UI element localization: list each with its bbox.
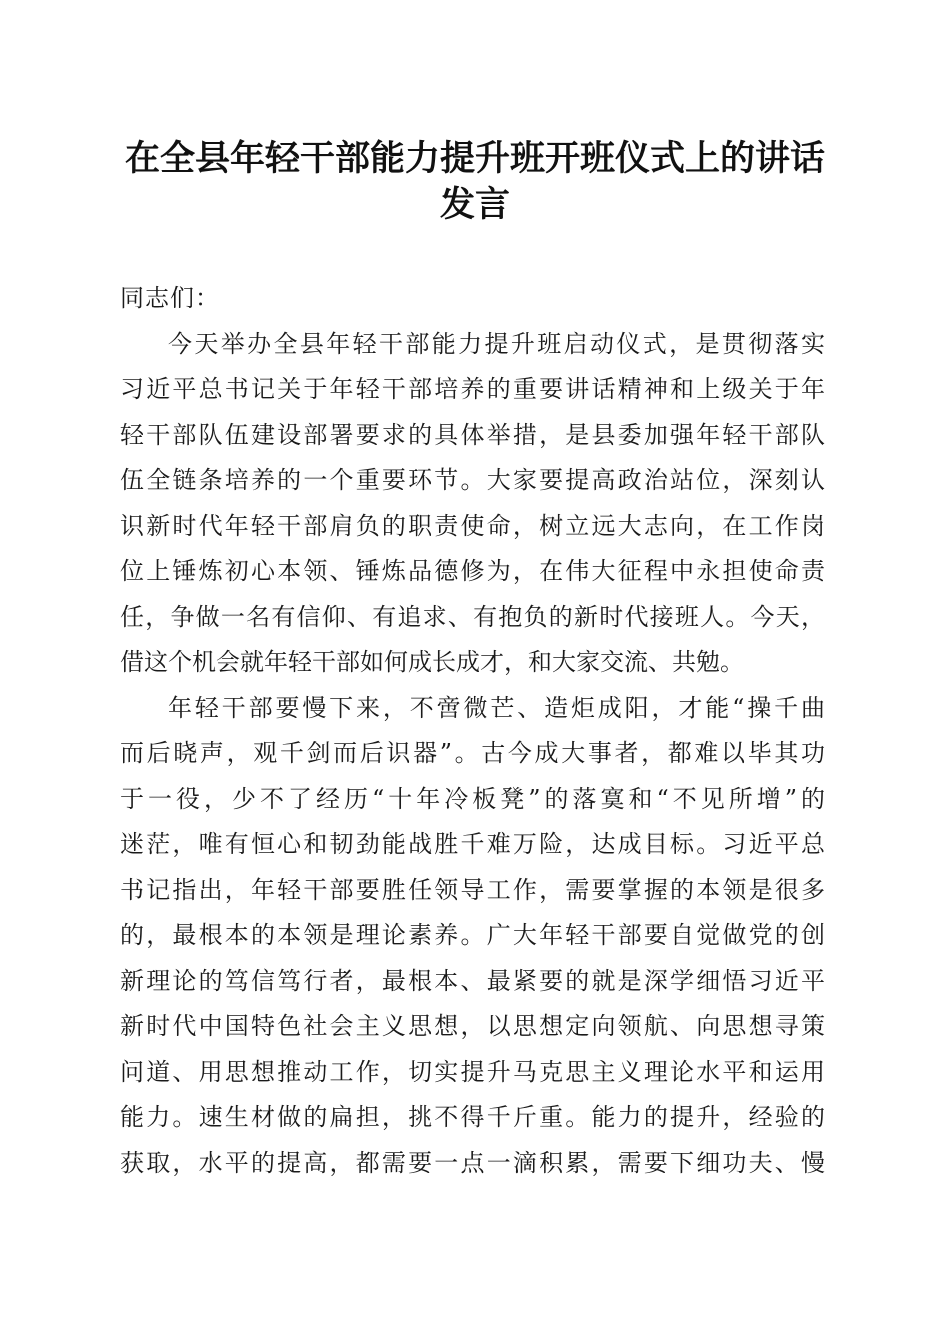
paragraph-line: 识新时代年轻干部肩负的职责使命，树立远大志向，在工作岗 [120,511,825,540]
paragraph-line: 能力。速生材做的扁担，挑不得千斤重。能力的提升，经验的 [120,1103,825,1131]
document-title [100,136,850,228]
paragraph-line: 习近平总书记关于年轻干部培养的重要讲话精神和上级关于年 [120,375,825,403]
paragraph-line: 借这个机会就年轻干部如何成长成才，和大家交流、共勉。 [120,648,744,676]
paragraph-line: 新时代中国特色社会主义思想，以思想定向领航、向思想寻策 [120,1012,825,1040]
paragraph-line: 年轻干部要慢下来，不啻微芒、造炬成阳，才能“操千曲 [168,693,825,722]
paragraph-2 [120,686,825,1187]
salutation: 同志们： [120,284,220,312]
paragraph-line: 位上锤炼初心本领、锤炼品德修为，在伟大征程中永担使命责 [120,557,825,585]
paragraph-line: 迷茫，唯有恒心和韧劲能战胜千难万险，达成目标。习近平总 [120,830,825,858]
paragraph-line: 伍全链条培养的一个重要环节。大家要提高政治站位，深刻认 [120,466,825,494]
paragraph-line: 于一役，少不了经历“十年冷板凳”的落寞和“不见所增”的 [120,784,825,813]
paragraph-line: 而后晓声，观千剑而后识器”。古今成大事者，都难以毕其功 [120,739,825,767]
title-line-2: 发言 [439,184,510,225]
paragraph-line: 获取，水平的提高，都需要一点一滴积累，需要下细功夫、慢 [120,1148,825,1177]
paragraph-line: 新理论的笃信笃行者，最根本、最紧要的就是深学细悟习近平 [120,966,825,995]
paragraph-line: 任，争做一名有信仰、有追求、有抱负的新时代接班人。今天， [120,602,825,631]
paragraph-line: 问道、用思想推动工作，切实提升马克思主义理论水平和运用 [120,1057,825,1086]
document-body [120,276,825,1186]
paragraph-line: 今天举办全县年轻干部能力提升班启动仪式，是贯彻落实 [168,329,825,358]
paragraph-line: 书记指出，年轻干部要胜任领导工作，需要掌握的本领是很多 [120,875,825,904]
paragraph-1 [120,322,825,686]
paragraph-line: 轻干部队伍建设部署要求的具体举措，是县委加强年轻干部队 [120,420,825,449]
title-line-1: 在全县年轻干部能力提升班开班仪式上的讲话 [124,138,825,179]
paragraph-line: 的，最根本的本领是理论素养。广大年轻干部要自觉做党的创 [120,921,825,949]
